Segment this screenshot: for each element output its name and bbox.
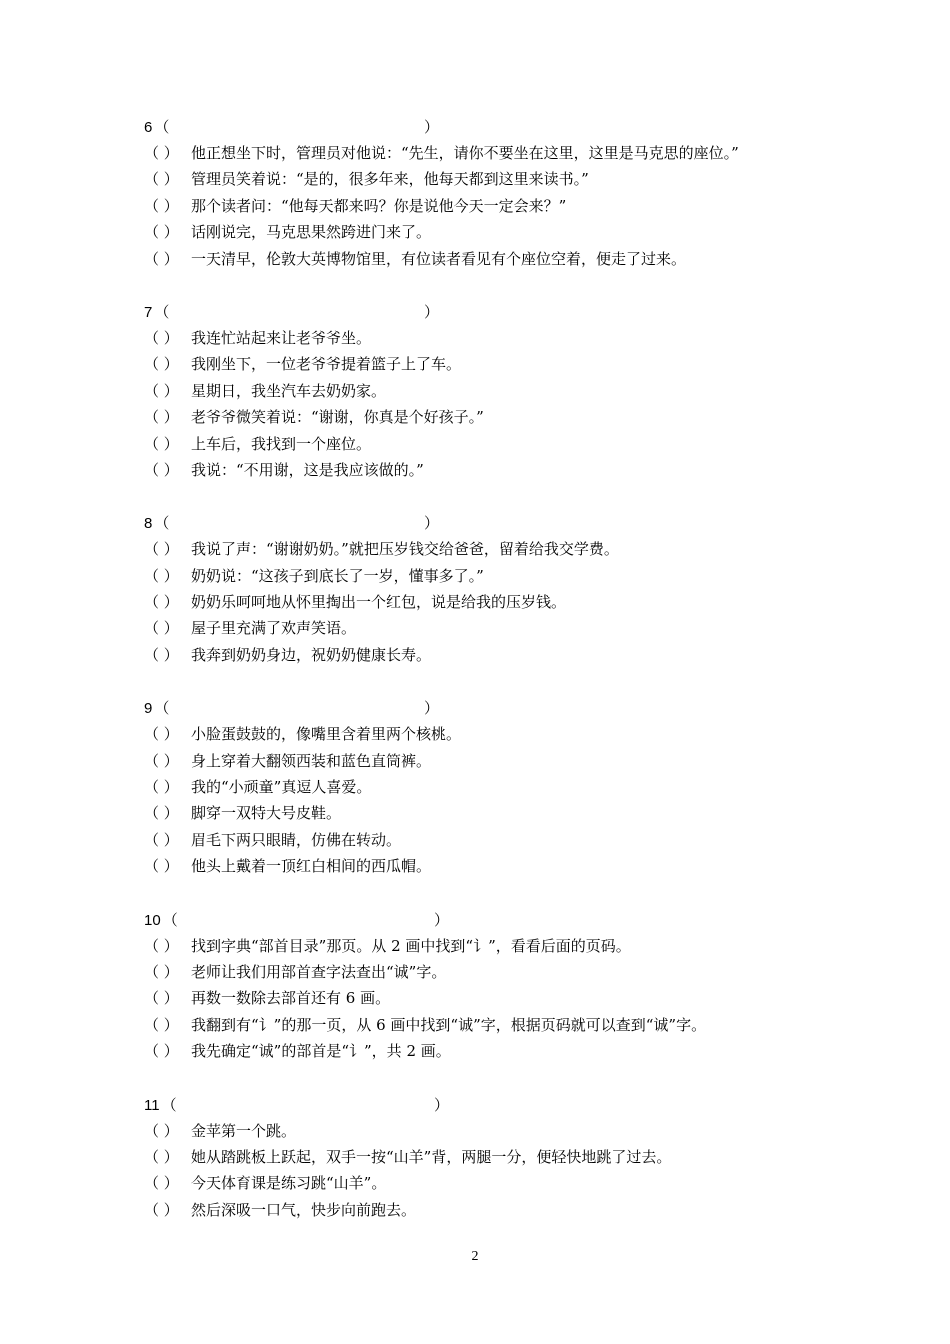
answer-paren-close: ） bbox=[424, 302, 440, 321]
answer-paren-open: （ bbox=[154, 118, 170, 136]
order-bracket[interactable]: （ ） bbox=[144, 381, 179, 400]
sentence-item bbox=[144, 351, 844, 377]
sentence-text: 管理员笑着说：“是的，很多年来，他每天都到这里来读书。” bbox=[191, 170, 589, 189]
sentence-text: 脚穿一双特大号皮鞋。 bbox=[191, 804, 342, 823]
sentence-text: 一天清早，伦敦大英博物馆里，有位读者看见有个座位空着，便走了过来。 bbox=[191, 249, 687, 268]
sentence-text: 奶奶乐呵呵地从怀里掏出一个红包，说是给我的压岁钱。 bbox=[191, 593, 567, 612]
sentence-item bbox=[144, 1197, 844, 1223]
sentence-text: 然后深吸一口气，快步向前跑去。 bbox=[191, 1200, 417, 1219]
sentence-item bbox=[144, 166, 844, 192]
order-bracket[interactable]: （ ） bbox=[144, 434, 179, 453]
worksheet-content bbox=[144, 114, 844, 1250]
order-bracket[interactable]: （ ） bbox=[144, 460, 179, 479]
sentence-item bbox=[144, 933, 844, 959]
question-7 bbox=[144, 299, 844, 483]
answer-paren-open: （ bbox=[161, 1095, 177, 1114]
answer-paren-close: ） bbox=[434, 910, 450, 929]
question-number: 9 bbox=[144, 700, 153, 718]
sentence-item bbox=[144, 853, 844, 879]
sentence-text: 我说了声：“谢谢奶奶。”就把压岁钱交给爸爸，留着给我交学费。 bbox=[191, 540, 619, 559]
sentence-item bbox=[144, 615, 844, 641]
sentence-text: 再数一数除去部首还有 6 画。 bbox=[191, 989, 391, 1008]
order-bracket[interactable]: （ ） bbox=[144, 593, 179, 612]
sentence-item bbox=[144, 457, 844, 483]
sentence-text: 上车后，我找到一个座位。 bbox=[191, 434, 372, 453]
sentence-text: 小脸蛋鼓鼓的，像嘴里含着里两个核桃。 bbox=[191, 725, 462, 744]
sentence-item bbox=[144, 563, 844, 589]
question-number: 8 bbox=[144, 515, 153, 533]
sentence-text: 他头上戴着一顶红白相间的西瓜帽。 bbox=[191, 857, 432, 876]
question-number: 7 bbox=[144, 303, 153, 321]
order-bracket[interactable]: （ ） bbox=[144, 857, 179, 876]
order-bracket[interactable]: （ ） bbox=[144, 566, 179, 585]
sentence-item bbox=[144, 140, 844, 166]
sentence-item bbox=[144, 404, 844, 430]
sentence-text: 我先确定“诚”的部首是“讠”，共 2 画。 bbox=[191, 1042, 451, 1061]
order-bracket[interactable]: （ ） bbox=[144, 1121, 179, 1140]
question-8 bbox=[144, 510, 844, 668]
sentence-text: 我奔到奶奶身边，祝奶奶健康长寿。 bbox=[191, 645, 432, 664]
sentence-text: 他正想坐下时，管理员对他说：“先生，请你不要坐在这里，这里是马克思的座位。” bbox=[191, 144, 739, 162]
sentence-item bbox=[144, 827, 844, 853]
question-number: 11 bbox=[144, 1096, 160, 1114]
order-bracket[interactable]: （ ） bbox=[144, 170, 179, 189]
question-number: 10 bbox=[144, 911, 161, 929]
sentence-item bbox=[144, 325, 844, 351]
order-bracket[interactable]: （ ） bbox=[144, 249, 179, 268]
order-bracket[interactable]: （ ） bbox=[144, 223, 179, 242]
order-bracket[interactable]: （ ） bbox=[144, 804, 179, 823]
order-bracket[interactable]: （ ） bbox=[144, 725, 179, 744]
sentence-text: 找到字典“部首目录”那页。从 2 画中找到“讠”，看看后面的页码。 bbox=[191, 936, 631, 955]
sentence-text: 身上穿着大翻领西装和蓝色直筒裤。 bbox=[191, 751, 432, 770]
order-bracket[interactable]: （ ） bbox=[144, 1200, 179, 1219]
sentence-text: 我的“小顽童”真逗人喜爱。 bbox=[191, 778, 372, 797]
sentence-item bbox=[144, 1012, 844, 1038]
order-bracket[interactable]: （ ） bbox=[144, 355, 179, 374]
order-bracket[interactable]: （ ） bbox=[144, 540, 179, 559]
question-6 bbox=[144, 114, 844, 272]
sentence-item bbox=[144, 721, 844, 747]
sentence-item bbox=[144, 1118, 844, 1144]
sentence-item bbox=[144, 378, 844, 404]
sentence-item bbox=[144, 800, 844, 826]
answer-paren-close: ） bbox=[424, 514, 440, 533]
order-bracket[interactable]: （ ） bbox=[144, 408, 179, 427]
order-bracket[interactable]: （ ） bbox=[144, 1015, 179, 1034]
answer-paren-close: ） bbox=[434, 1095, 450, 1114]
sentence-text: 我刚坐下，一位老爷爷提着篮子上了车。 bbox=[191, 355, 462, 374]
answer-paren-open: （ bbox=[154, 514, 170, 533]
sentence-item bbox=[144, 748, 844, 774]
sentence-item bbox=[144, 431, 844, 457]
answer-paren-open: （ bbox=[154, 699, 170, 718]
order-bracket[interactable]: （ ） bbox=[144, 1174, 179, 1193]
sentence-text: 我翻到有“讠”的那一页，从 6 画中找到“诚”字，根据页码就可以查到“诚”字。 bbox=[191, 1015, 707, 1034]
question-header bbox=[144, 299, 844, 325]
sentence-text: 我说：“不用谢，这是我应该做的。” bbox=[191, 460, 424, 479]
sentence-item bbox=[144, 1170, 844, 1196]
sentence-item bbox=[144, 589, 844, 615]
question-header bbox=[144, 510, 844, 536]
question-number: 6 bbox=[144, 119, 153, 136]
question-10 bbox=[144, 907, 844, 1065]
question-11 bbox=[144, 1092, 844, 1224]
order-bracket[interactable]: （ ） bbox=[144, 936, 179, 955]
sentence-item bbox=[144, 1038, 844, 1064]
question-header bbox=[144, 907, 844, 933]
order-bracket[interactable]: （ ） bbox=[144, 328, 179, 347]
order-bracket[interactable]: （ ） bbox=[144, 1147, 179, 1166]
sentence-item bbox=[144, 536, 844, 562]
sentence-item bbox=[144, 246, 844, 272]
sentence-text: 我连忙站起来让老爷爷坐。 bbox=[191, 328, 372, 347]
sentence-item bbox=[144, 1144, 844, 1170]
page-number: 2 bbox=[471, 1249, 479, 1264]
order-bracket[interactable]: （ ） bbox=[144, 645, 179, 664]
sentence-item bbox=[144, 774, 844, 800]
question-header bbox=[144, 114, 844, 140]
question-9 bbox=[144, 695, 844, 879]
sentence-item bbox=[144, 219, 844, 245]
sentence-item bbox=[144, 193, 844, 219]
sentence-text: 老爷爷微笑着说：“谢谢，你真是个好孩子。” bbox=[191, 408, 484, 427]
order-bracket[interactable]: （ ） bbox=[144, 830, 179, 849]
order-bracket[interactable]: （ ） bbox=[144, 196, 179, 215]
order-bracket[interactable]: （ ） bbox=[144, 989, 179, 1008]
sentence-item bbox=[144, 642, 844, 668]
sentence-text: 眉毛下两只眼睛，仿佛在转动。 bbox=[191, 830, 402, 849]
sentence-text: 那个读者问：“他每天都来吗？你是说他今天一定会来？” bbox=[191, 196, 567, 215]
sentence-text: 星期日，我坐汽车去奶奶家。 bbox=[191, 381, 387, 400]
question-header bbox=[144, 1092, 844, 1118]
sentence-item bbox=[144, 959, 844, 985]
sentence-text: 话刚说完，马克思果然跨进门来了。 bbox=[191, 223, 432, 242]
answer-paren-open: （ bbox=[162, 910, 178, 929]
sentence-item bbox=[144, 985, 844, 1011]
sentence-text: 金苹第一个跳。 bbox=[191, 1121, 297, 1140]
sentence-text: 奶奶说：“这孩子到底长了一岁，懂事多了。” bbox=[191, 566, 484, 585]
sentence-text: 屋子里充满了欢声笑语。 bbox=[191, 619, 357, 638]
order-bracket[interactable]: （ ） bbox=[144, 1042, 179, 1061]
order-bracket[interactable]: （ ） bbox=[144, 778, 179, 797]
sentence-text: 老师让我们用部首查字法查出“诚”字。 bbox=[191, 962, 447, 981]
answer-paren-close: ） bbox=[424, 118, 440, 136]
answer-paren-open: （ bbox=[154, 302, 170, 321]
sentence-text: 她从踏跳板上跃起，双手一按“山羊”背，两腿一分，便轻快地跳了过去。 bbox=[191, 1147, 672, 1166]
question-header bbox=[144, 695, 844, 721]
answer-paren-close: ） bbox=[424, 699, 440, 718]
order-bracket[interactable]: （ ） bbox=[144, 962, 179, 981]
sentence-text: 今天体育课是练习跳“山羊”。 bbox=[191, 1174, 387, 1193]
order-bracket[interactable]: （ ） bbox=[144, 619, 179, 638]
order-bracket[interactable]: （ ） bbox=[144, 751, 179, 770]
order-bracket[interactable]: （ ） bbox=[144, 144, 179, 162]
